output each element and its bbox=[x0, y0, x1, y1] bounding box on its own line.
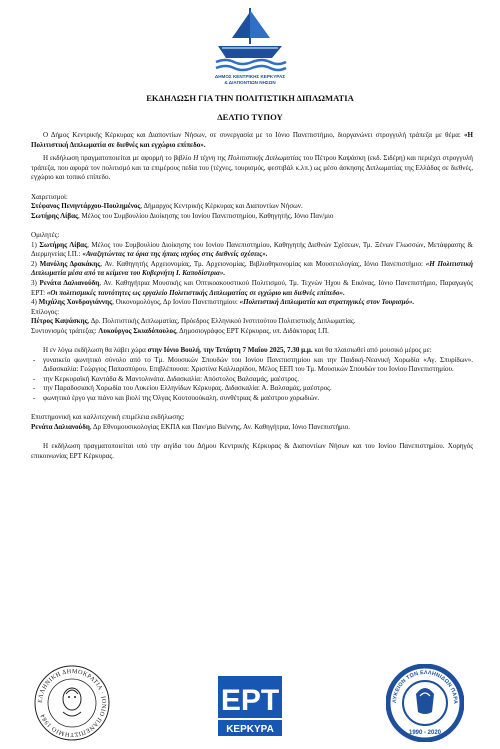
logo-caption-line2: & ΔΙΑΠΟΝΤΙΩΝ ΝΗΣΩΝ bbox=[224, 79, 276, 85]
page-subtitle: ΔΕΛΤΙΟ ΤΥΠΟΥ bbox=[217, 112, 283, 122]
venue-paragraph: Η εν λόγω εκδήλωση θα λάβει χώρα στην Ιόνιο Βουλή, την Τετάρτη 7 Μαΐου 2025, 7.30 μ.μ. και θα πλαισιωθεί από μουσικό μέρος με: bbox=[43, 346, 432, 355]
speaker-item: 1) Σωτήρης Λίβας, Μέλος του Συμβουλίου Διοίκησης του Ιονίου Πανεπιστημίου, Καθηγητής Διεθνών Σχέσεων, Τμ. Ξένων Γλωσσών, Μετάφρασης & Διερμηνείας Ι.Π.: «Αναζητώντας τα όρια της ήπιας ισχύος στις διεθνείς σχέσεις». bbox=[31, 240, 473, 259]
greetings-heading: Χαιρετισμοί: bbox=[31, 192, 68, 201]
greeting-item: Στέφανος Πενηντάρχου-Πουλημένος, Δήμαρχος Κεντρικής Κέρκυρας και Διαποντίων Νήσων. bbox=[31, 202, 303, 211]
lyceum-ring-text: ΛΥΚΕΙΟΝ ΤΩΝ ΕΛΛΗΝΙΔΩΝ ΠΑΡΑ bbox=[391, 669, 459, 705]
municipality-logo-caption bbox=[190, 74, 310, 85]
ship-icon bbox=[212, 4, 288, 74]
coordination-heading: Επιστημονική και καλλιτεχνική επιμέλεια εκδήλωσης: bbox=[31, 413, 185, 422]
music-list-item: - την Παραδοσιακή Χορωδία του Λυκείου Ελληνίδων Κέρκυρας. Διδασκαλία: Α. Βαλσαμάς, μαέστρος. bbox=[31, 384, 473, 394]
intro-paragraph-2: Η εκδήλωση πραγματοποιείται με αφορμή το βιβλίο Η τέχνη της Πολιτιστικής Διπλωματίας του Πέτρου Καψάσκη (εκδ. Σιδέρη) και περιέχει στρογγυλή τράπεζα, που αφορά τον πολιτισμό και τα επιμέρους πεδία του (τέχνες, τουρισμός, φεστιβάλ κ.λπ.) ως μέσο άσκησης Διπλωματίας της Ελλάδας σε διεθνές, εγχώριο και τοπικό επίπεδο. bbox=[31, 154, 473, 182]
music-list bbox=[31, 356, 473, 404]
page-title: ΕΚΔΗΛΩΣΗ ΓΙΑ ΤΗΝ ΠΟΛΙΤΙΣΤΙΚΗ ΔΙΠΛΩΜΑΤΙΑ bbox=[146, 93, 354, 103]
municipality-logo bbox=[212, 4, 288, 74]
svg-text:ΕΛΛΗΝΙΚΗ ΔΗΜΟΚΡΑΤΙΑ · ΙΟΝΙΟ ΠΑ bbox=[37, 668, 107, 738]
ionian-university-seal-icon bbox=[33, 664, 111, 742]
speaker-item: 3) Ρενάτα Δαλιανούδη, Αν. Καθηγήτρια Μουσικής και Οπτικοακουστικού Πολιτισμού, Τμ. Τεχνών Ήχου & Εικόνας, Ιόνιο Πανεπιστήμιο, Παραγωγός ΕΡΤ: «Οι πολιτισμικές ταυτότητες ως εργαλείο Πολιτιστικής Διπλωματίας σε εγχώριο και διεθνές επίπεδο». bbox=[31, 278, 473, 297]
lyceum-years: 1990 - 2020 bbox=[408, 730, 442, 736]
ert-subtitle: ΚΕΡΚΥΡΑ bbox=[226, 724, 274, 735]
logo-caption-line1: ΔΗΜΟΣ ΚΕΝΤΡΙΚΗΣ ΚΕΡΚΥΡΑΣ bbox=[214, 74, 286, 79]
greeting-item: Σωτήρης Λίβας, Μέλος του Συμβουλίου Διοίκησης του Ιονίου Πανεπιστημίου, Καθηγητής, Ιόνιο Παν/μιο bbox=[31, 211, 334, 220]
music-list-item: - την Κερκυραϊκή Καντάδα & Μαντολινάτα. Διδασκαλία: Απόστολος Βαλσαμάς, μαέστρος. bbox=[31, 375, 473, 385]
coordination-item: Ρενάτα Δαλιανούδη, Δρ Εθνομουσικολογίας ΕΚΠΑ και Παν/μιο Βιέννης, Αν. Καθηγήτρια, Ιόνιο Πανεπιστήμιο. bbox=[31, 422, 351, 431]
epilogue-heading: Επίλογος: bbox=[31, 307, 60, 316]
ionian-university-logo bbox=[33, 664, 111, 742]
intro-paragraph-1: Ο Δήμος Κεντρικής Κέρκυρας και Διαποντίων Νήσων, σε συνεργασία με το Ιόνιο Πανεπιστήμιο, διοργανώνει στρογγυλή τράπεζα με θέμα: «Η Πολιτιστική Διπλωματία σε διεθνές και εγχώριο επίπεδο». bbox=[31, 131, 473, 149]
speaker-item: 2) Μανόλης Δρακάκης, Αν. Καθηγητής Αρχειονομίας, Τμ. Αρχειονομίας, Βιβλιοθηκονομίας και Μουσειολογίας, Ιόνιο Πανεπιστήμιο: «Η Πολιτιστική Διπλωματία μέσα από τα κείμενα του Κυβερνήτη Ι. Καποδίστρια». bbox=[31, 259, 473, 278]
ionian-ring-text: ΕΛΛΗΝΙΚΗ ΔΗΜΟΚΡΑΤΙΑ · ΙΟΝΙΟ ΠΑΝΕΠΙΣΤΗΜΙΟ 1984 bbox=[36, 667, 108, 739]
ert-kerkyra-logo bbox=[218, 676, 282, 736]
closing-paragraph: Η εκδήλωση πραγματοποιείται υπό την αιγίδα του Δήμου Κεντρικής Κέρκυρας & Διαποντίων Νήσων και του Ιονίου Πανεπιστημίου. Χορηγός επικοινωνίας ΕΡΤ Κέρκυρας. bbox=[31, 442, 473, 460]
epilogue-item: Πέτρος Καψάσκης, Δρ. Πολιτιστικής Διπλωματίας, Πρόεδρος Ελληνικού Ινστιτούτου Πολιτιστικής Διπλωματίας. bbox=[31, 317, 356, 326]
speakers-heading: Ομιλητές: bbox=[31, 230, 60, 239]
press-release-body bbox=[31, 131, 473, 461]
lyceum-logo bbox=[386, 664, 464, 742]
speaker-item: 4) Μιχάλης Χονδρογιάννης, Οικονομολόγος, Δρ Ιονίου Πανεπιστημίου: «Πολιτιστική Διπλωματία και στρατηγικές στον Τουρισμό». bbox=[31, 298, 415, 307]
moderator-item: Συντονισμός τράπεζας: Λυκούργος Σκιαδόπουλος, Δημοσιογράφος ΕΡΤ Κέρκυρας, υπ. Διδάκτορας Ι.Π. bbox=[31, 326, 329, 335]
music-list-item: - γυναικείο φωνητικό σύνολο από το Τμ. Μουσικών Σπουδών του Ιονίου Πανεπιστημίου και την Παιδική-Νεανική Χορωδία «Αγ. Σπυρίδων». Διδασκαλία: Γεώργιος Παπασπύρου. Επιβλέπουσα: Χριστίνα Καλλιαρίδου, Μέλος ΕΕΠ του Τμ. Μουσικών Σπουδών του Ιονίου Πανεπιστημίου. bbox=[31, 356, 473, 375]
lyceum-seal-icon bbox=[386, 664, 464, 742]
ert-logo-text: ΕΡΤ bbox=[220, 684, 280, 717]
music-list-item: - φωνητικό έργο για πιάνο και βιολί της Όλγας Κουτσοούκαλη, συνθέτριας & μαέστρου χορωδιών. bbox=[31, 394, 473, 404]
